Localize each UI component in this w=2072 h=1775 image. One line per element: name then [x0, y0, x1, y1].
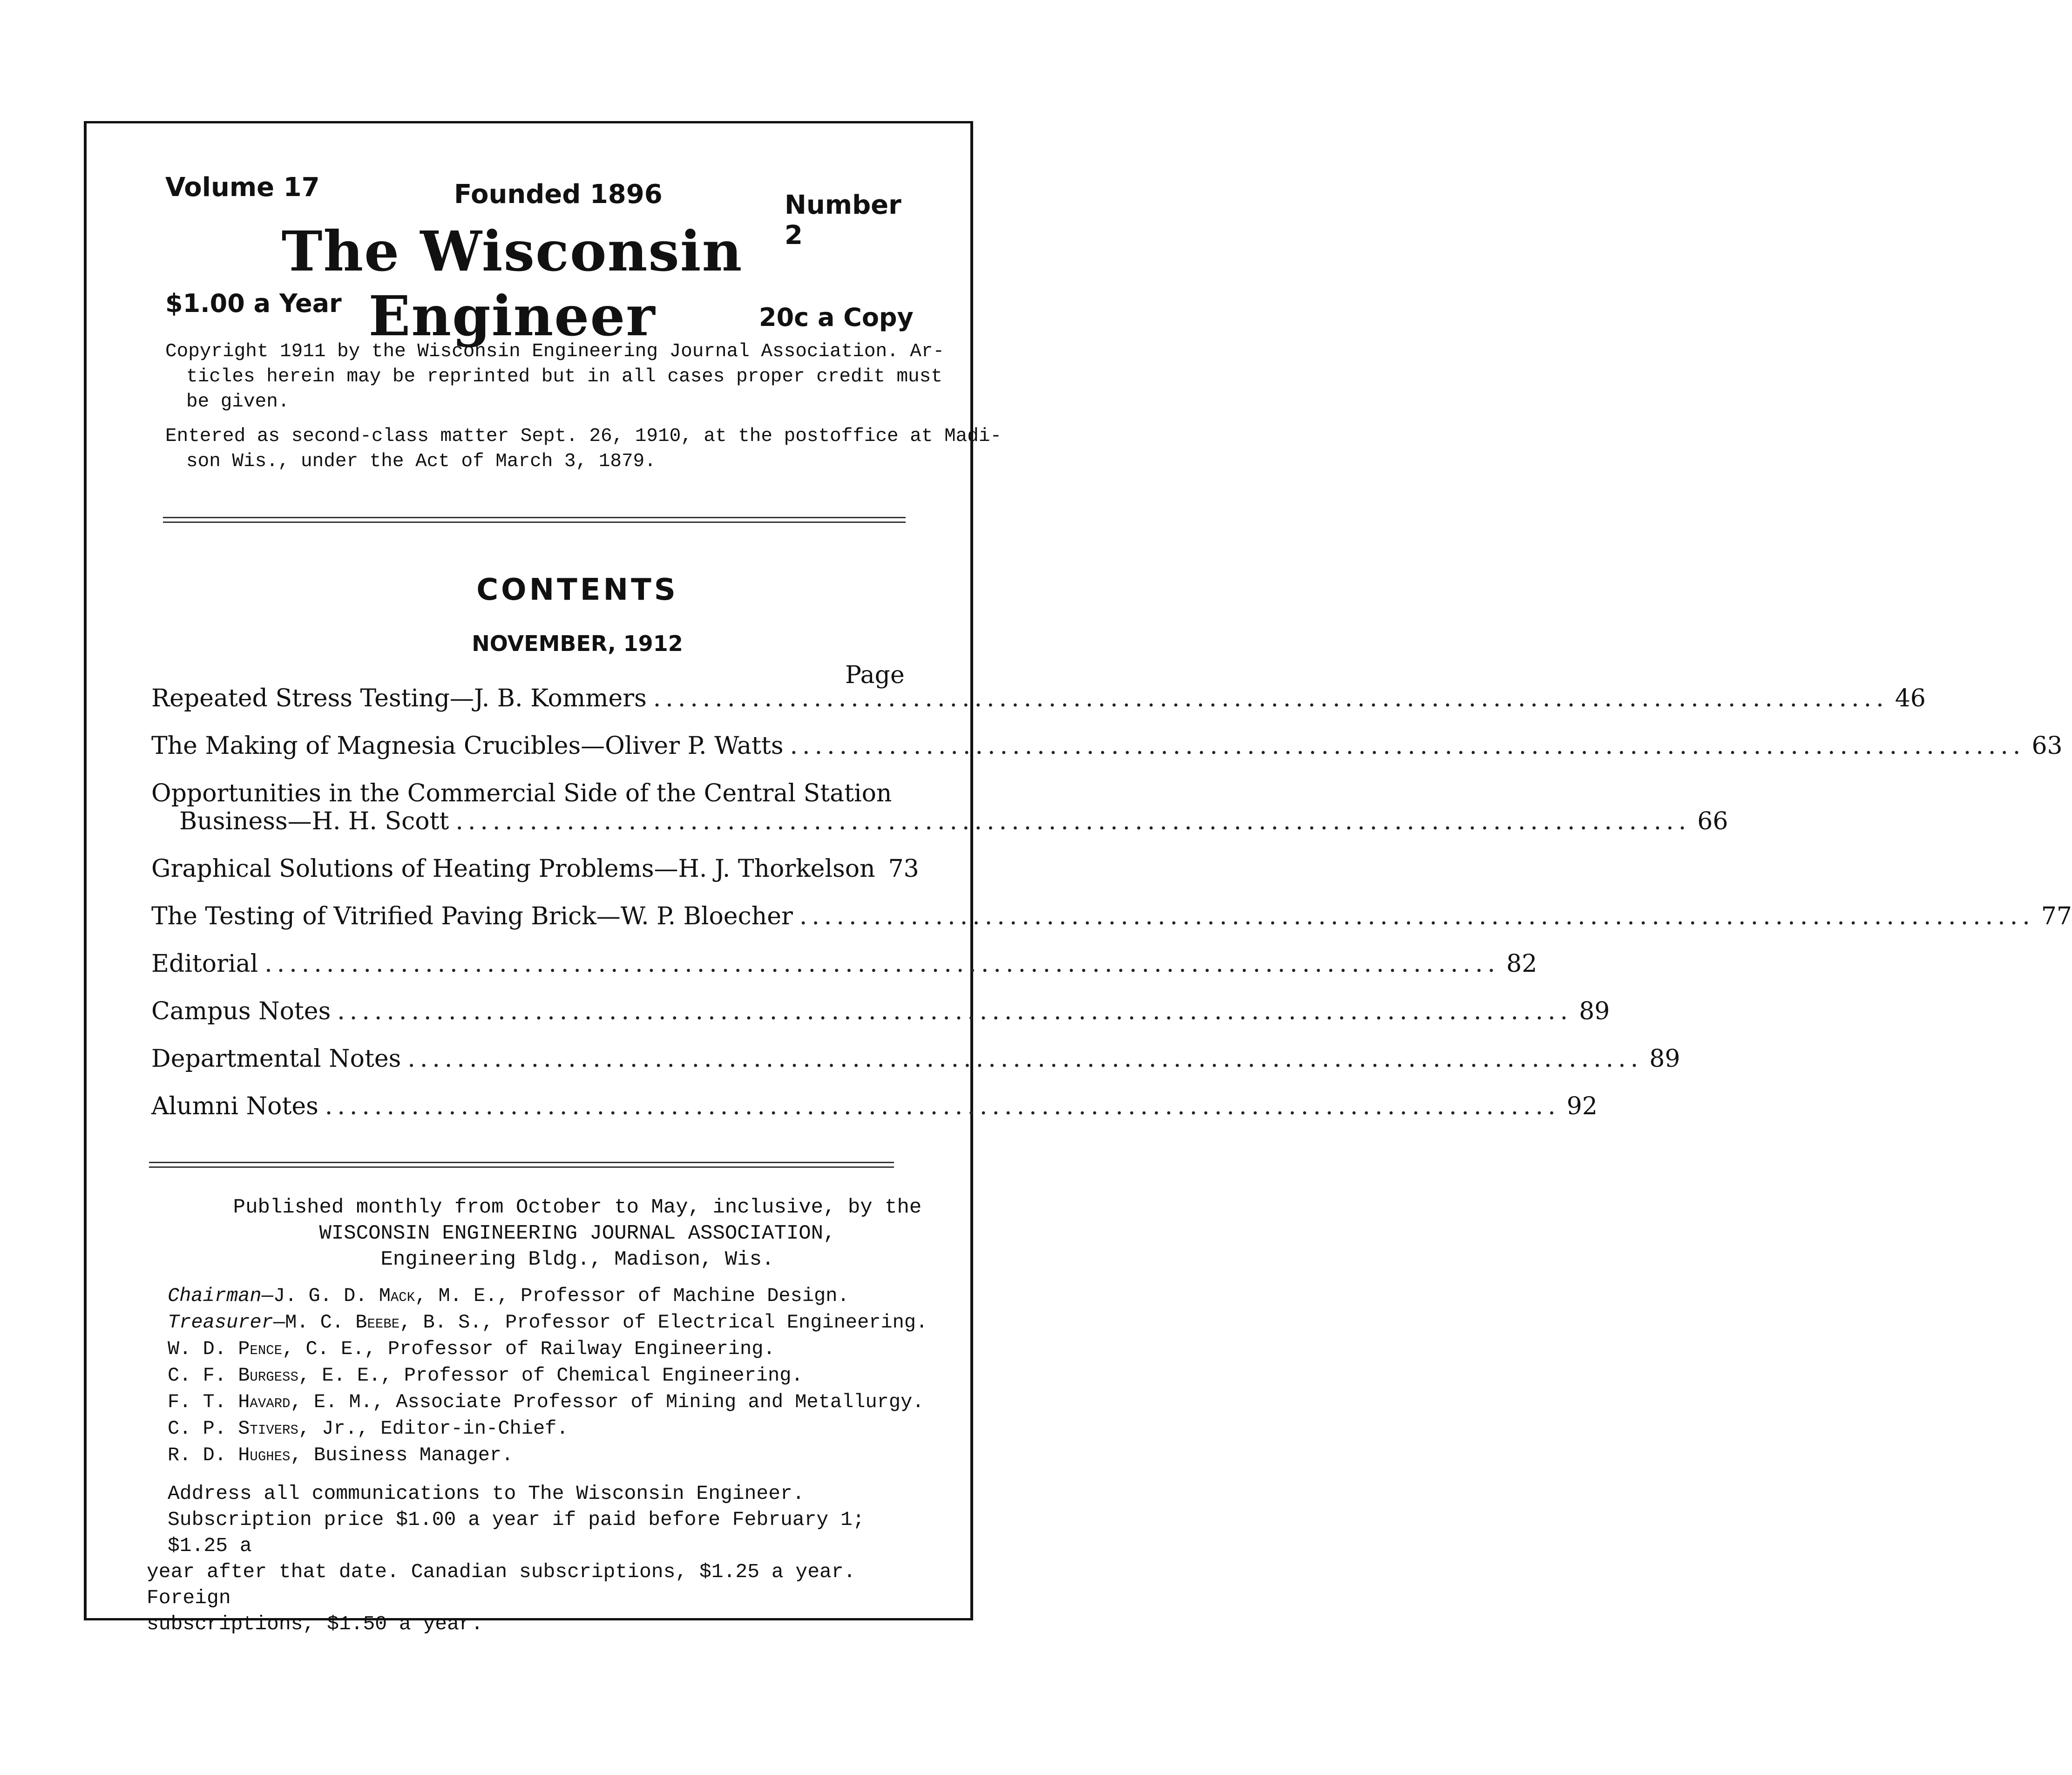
toc-entry: [151, 902, 2072, 930]
officer-title: , E. M., Associate Professor of Mining and Metallurgy.: [290, 1391, 924, 1413]
officer-name: C. P. Stivers: [168, 1417, 298, 1440]
copyright-notice: [165, 339, 944, 414]
toc-title: Departmental Notes: [151, 1045, 401, 1073]
officers-list: [168, 1283, 928, 1469]
toc-entry: [151, 1092, 1598, 1120]
toc-title: Campus Notes: [151, 997, 331, 1025]
top-divider: [163, 517, 906, 523]
toc-title: The Testing of Vitrified Paving Brick—W. P. Bloecher: [151, 902, 793, 930]
toc-page-number: 66: [1697, 807, 1728, 835]
contents-heading: CONTENTS: [476, 573, 678, 607]
officer-name: M. C. Beebe: [285, 1311, 400, 1334]
journal-title: The Wisconsin Engineer: [281, 219, 743, 348]
toc-title: Business—H. H. Scott: [179, 807, 449, 835]
toc-entry: [151, 1045, 1680, 1073]
toc-leader-dots: ....................................................................................................: [653, 684, 1889, 712]
bottom-divider: [149, 1162, 894, 1168]
toc-title: The Making of Magnesia Crucibles—Oliver P. Watts: [151, 732, 784, 760]
toc-title-line-1: Opportunities in the Commercial Side of the Central Station: [151, 779, 892, 807]
copyright-line-1: Copyright 1911 by the Wisconsin Engineering Journal Association. Ar-: [165, 341, 945, 362]
publisher-line-3: Engineering Bldg., Madison, Wis.: [380, 1248, 774, 1271]
toc-leader-dots: ....................................................................................................: [455, 807, 1691, 835]
toc-leader-dots: ....................................................................................................: [325, 1092, 1560, 1120]
officer-role: Chairman: [168, 1285, 262, 1307]
officer-row: Chairman—J. G. D. Mack, M. E., Professor of Machine Design.: [168, 1285, 849, 1307]
officer-title: , C. E., Professor of Railway Engineering.: [282, 1338, 775, 1360]
volume-label: Volume 17: [165, 172, 320, 203]
officer-row: [168, 1362, 928, 1389]
officer-row: [168, 1336, 928, 1362]
toc-entry: [151, 855, 919, 883]
entry-line-2: son Wis., under the Act of March 3, 1879.: [186, 451, 656, 472]
toc-leader-dots: ....................................................................................................: [790, 732, 2025, 760]
copyright-line-3: be given.: [186, 391, 290, 413]
toc-entry: [151, 779, 1728, 835]
officer-role: Treasurer: [168, 1311, 273, 1334]
subscription-line-3: subscriptions, $1.50 a year.: [147, 1612, 483, 1635]
toc-page-number: 92: [1566, 1092, 1598, 1120]
toc-leader-dots: ....................................................................................................: [337, 997, 1573, 1025]
publisher-line-2: WISCONSIN ENGINEERING JOURNAL ASSOCIATION,: [319, 1222, 836, 1245]
entry-line-1: Entered as second-class matter Sept. 26, 1910, at the postoffice at Madi-: [165, 426, 1002, 447]
entry-notice: [165, 424, 1002, 474]
contents-date: NOVEMBER, 1912: [472, 631, 683, 656]
subscription-line-1: Subscription price $1.00 a year if paid before February 1; $1.25 a: [168, 1508, 865, 1557]
officer-name: R. D. Hughes: [168, 1444, 291, 1466]
officer-name: J. G. D. Mack: [273, 1285, 415, 1307]
toc-entry: [151, 732, 2063, 760]
publisher-block: [0, 1194, 1155, 1273]
officer-row: [168, 1442, 928, 1469]
officer-name: C. F. Burgess: [168, 1364, 298, 1387]
toc-page-number: 63: [2031, 732, 2063, 760]
toc-leader-dots: ....................................................................................................: [407, 1045, 1643, 1073]
number-label: Number 2: [785, 190, 901, 251]
officer-title: , Jr., Editor-in-Chief.: [298, 1417, 569, 1440]
toc-page-number: 46: [1895, 684, 1926, 712]
officer-row: [168, 1416, 928, 1442]
officer-row: [168, 1389, 928, 1416]
address-line: Address all communications to The Wisconsin Engineer.: [168, 1482, 805, 1505]
toc-title: Alumni Notes: [151, 1092, 318, 1120]
price-year: $1.00 a Year: [165, 289, 342, 318]
toc-page-number: 82: [1506, 950, 1537, 978]
officer-name: F. T. Havard: [168, 1391, 291, 1413]
table-of-contents: [151, 684, 2072, 1140]
toc-entry: [151, 684, 1926, 712]
officer-title: , E. E., Professor of Chemical Engineering.: [298, 1364, 803, 1387]
toc-title: Repeated Stress Testing—J. B. Kommers: [151, 684, 647, 712]
subscription-line-2: year after that date. Canadian subscriptions, $1.25 a year. Foreign: [147, 1560, 856, 1609]
price-copy: 20c a Copy: [759, 303, 914, 332]
toc-page-number: 77: [2041, 902, 2072, 930]
toc-entry: [151, 997, 1610, 1025]
toc-leader-dots: ....................................................................................................: [799, 902, 2035, 930]
toc-title: Editorial: [151, 950, 258, 978]
officer-row: Treasurer—M. C. Beebe, B. S., Professor of Electrical Engineering.: [168, 1311, 928, 1334]
officer-title: , B. S., Professor of Electrical Engineering.: [400, 1311, 928, 1334]
publisher-line-1: Published monthly from October to May, inclusive, by the: [233, 1196, 922, 1219]
toc-page-number: 73: [888, 855, 919, 883]
toc-entry: [151, 950, 1537, 978]
officer-name: W. D. Pence: [168, 1338, 283, 1360]
page-column-label: Page: [845, 661, 905, 689]
officer-title: , Business Manager.: [290, 1444, 514, 1466]
officer-title: , M. E., Professor of Machine Design.: [415, 1285, 849, 1307]
toc-leader-dots: ....................................................................................................: [264, 950, 1500, 978]
toc-title: Graphical Solutions of Heating Problems—H. J. Thorkelson: [151, 855, 875, 883]
toc-page-number: 89: [1649, 1045, 1680, 1073]
copyright-line-2: ticles herein may be reprinted but in all cases proper credit must: [186, 366, 942, 387]
founded-label: Founded 1896: [454, 179, 663, 210]
subscription-info: [147, 1481, 901, 1637]
masthead-top-row: [165, 172, 910, 251]
toc-page-number: 89: [1579, 997, 1610, 1025]
